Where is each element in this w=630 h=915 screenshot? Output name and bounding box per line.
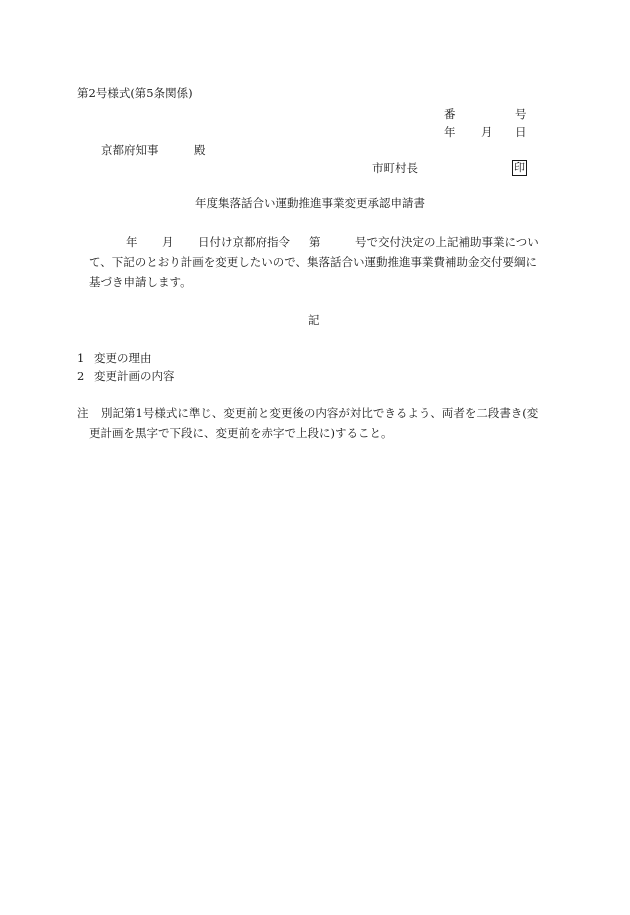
body-dai: 第 xyxy=(309,235,321,249)
body-line3: 基づき申請します。 xyxy=(89,275,192,289)
seal-text: 印 xyxy=(514,161,525,174)
number-suffix: 号 xyxy=(515,107,527,121)
seal-mark xyxy=(512,160,527,176)
date-day-label: 日 xyxy=(515,125,527,139)
date-year-label: 年 xyxy=(444,125,456,139)
note-line1: 別記第1号様式に準じ、変更前と変更後の内容が対比できるよう、両者を二段書き(変 xyxy=(101,406,539,420)
body-line2: て、下記のとおり計画を変更したいので、集落話合い運動推進事業費補助金交付要綱に xyxy=(89,255,538,269)
item-2-num: 2 xyxy=(77,369,85,383)
number-label: 番 xyxy=(444,107,456,121)
body-month: 月 xyxy=(162,235,174,249)
applicant-mayor: 市町村長 xyxy=(372,161,418,175)
note-line2: 更計画を黒字で下段に、変更前を赤字で上段に)すること。 xyxy=(89,426,393,440)
body-date-directive: 日付け京都府指令 xyxy=(198,235,290,249)
form-label: 第2号様式(第5条関係) xyxy=(77,86,193,100)
addressee-honorific: 殿 xyxy=(194,143,206,157)
item-1-label: 変更の理由 xyxy=(94,351,152,365)
body-year: 年 xyxy=(126,235,138,249)
item-1-num: 1 xyxy=(77,351,85,365)
note-prefix: 注 xyxy=(77,406,89,420)
ki-heading: 記 xyxy=(308,313,320,327)
document-title: 年度集落話合い運動推進事業変更承認申請書 xyxy=(195,196,425,210)
item-2-label: 変更計画の内容 xyxy=(94,369,175,383)
addressee-governor: 京都府知事 xyxy=(101,143,159,157)
date-month-label: 月 xyxy=(481,125,493,139)
body-line1-tail: 号で交付決定の上記補助事業につい xyxy=(355,235,539,249)
